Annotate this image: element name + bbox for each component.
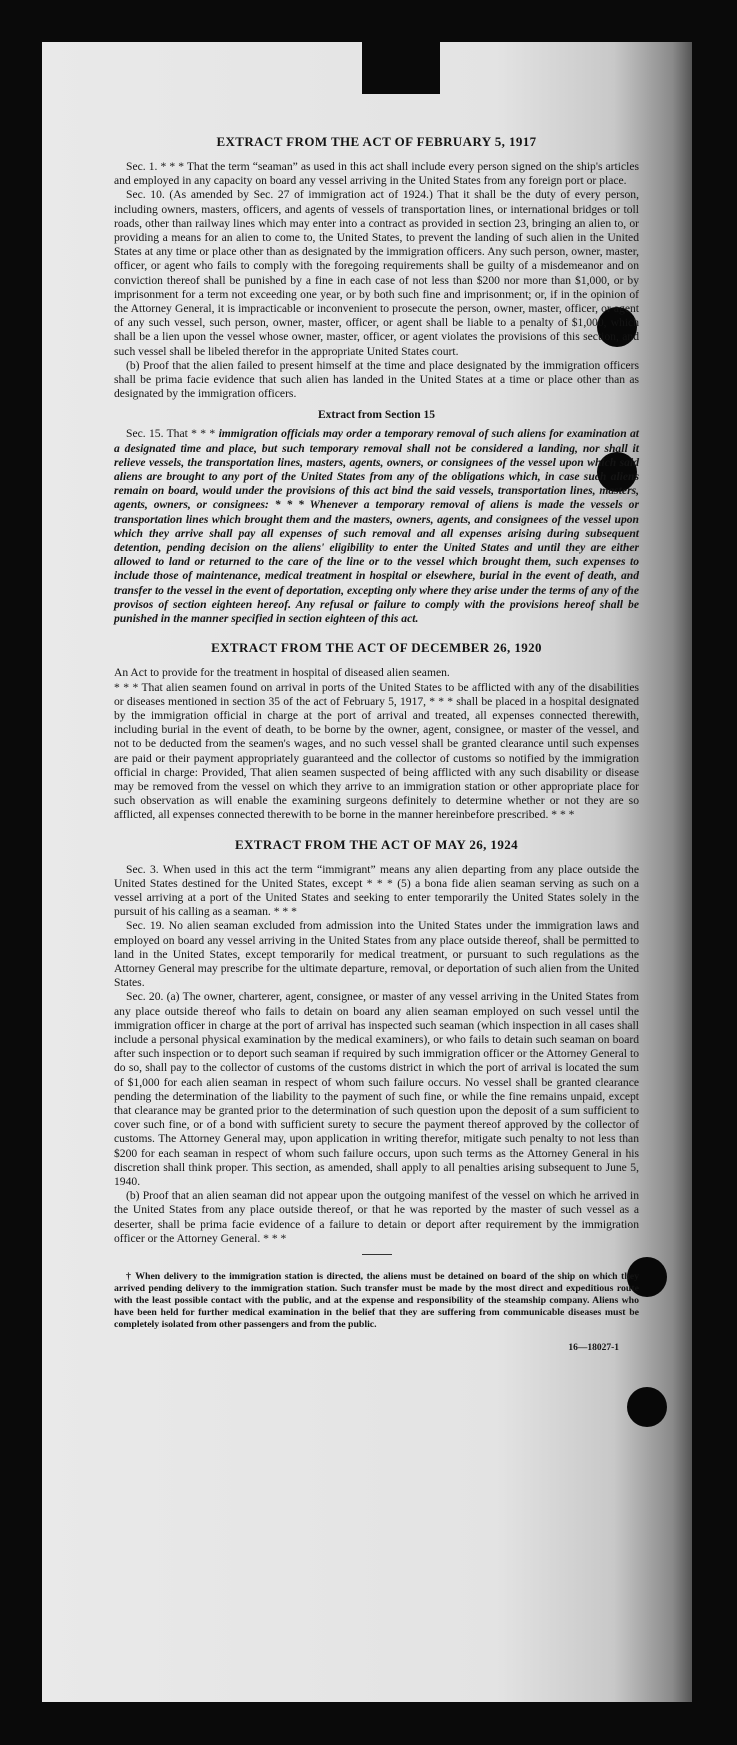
section-3-text: Sec. 3. When used in this act the term “immigrant” means any alien departing from any place outside the United States destined for the United States, except * * * (5) a bona fide alien seaman serving as such on a vessel arriving at a port of the United States and seeking to enter temporarily the United States solely in the pursuit of his calling as a seaman. * * * — [114, 862, 639, 919]
document-number: 16—18027-1 — [568, 1343, 619, 1354]
heading-act-1924: EXTRACT FROM THE ACT OF MAY 26, 1924 — [234, 836, 519, 852]
document-body — [114, 126, 639, 1353]
section-10-text: Sec. 10. (As amended by Sec. 27 of immigration act of 1924.) That it shall be the duty of every person, including owners, masters, officers, and agents of vessels of transportation lines, or international bridges or toll roads, other than railway lines which may enter into a contract as provided in section 23, bringing an alien to, or providing a means for an alien to come to, the United States, to prevent the landing of such alien in the United States at any time or place other than as designated by the immigration officers. Any such person, owner, master, officer, or agent who fails to comply with the foregoing requirements shall be guilty of a misdemeanor and on conviction thereof shall be punished by a fine in each case of not less than $200 nor more than $1,000, or by imprisonment for a term not exceeding one year, or by both such fine and imprisonment; or, if in the opinion of the Attorney General, it is impracticable or inconvenient to prosecute the person, owner, master, officer, or agent of any such vessel, such person, owner, master, officer, or agent shall be liable to a penalty of $1,000, which shall be a lien upon the vessel whose owner, master, officer, or agent violates the provisions of this section, and such vessel shall be libeled therefor in the appropriate United States court. — [114, 188, 639, 358]
subheading-section-15: Extract from Section 15 — [318, 409, 435, 422]
page-tear — [362, 42, 440, 94]
section-19-text: Sec. 19. No alien seaman excluded from admission into the United States under the immigration laws and employed on board any vessel arriving in the United States from any place outside thereof, shall be permitted to land in the United States, except temporarily for medical treatment, or pursuant to such regulations as the Attorney General may prescribe for the ultimate departure, removal, or deportation of such alien from the United States. — [114, 919, 639, 990]
footnote — [114, 1271, 639, 1331]
section-1-text: Sec. 1. * * * That the term “seaman” as used in this act shall include every person signed on the ship's articles and employed in any capacity on board any vessel arriving in the United States from any foreign port or place. — [114, 160, 639, 188]
section-15-body: immigration officials may order a temporary removal of such aliens for examination at a designated time and place, but such temporary removal shall not be considered a landing, nor shall it relieve vessels, the transportation lines, masters, agents, owners, or consignees of the vessel upon which said aliens are brought to any port of the United States from any of the obligations which, in case such aliens remain on board, would under the provisions of this act bind the said vessels, transportation lines, masters, agents, owners, or consignees: * * * Whenever a temporary removal of aliens is made the vessels or transportation lines which brought them and the masters, owners, agents, and consignees of the vessel upon which they arrive shall pay all expenses of such removal and all expenses arising during subsequent detention, pending decision on the aliens' eligibility to enter the United States and until they are either allowed to land or returned to the care of the line or to the vessel which brought them, such expenses to include those of maintenance, medical treatment in hospital or elsewhere, burial in the event of death, and transfer to the vessel in the event of deportation, excepting only where they arise under the terms of any of the provisos of section eighteen hereof. Any refusal or failure to comply with the provisions hereof shall be punished in the manner specified in section eighteen of this act. — [114, 427, 639, 626]
footnote-text: † When delivery to the immigration station is directed, the aliens must be detained on board of the ship on which they arrived pending delivery to the immigration station. Such transfer must be made by the most direct and expeditious route with the least possible contact with the public, and at the expense and responsibility of the steamship company. Aliens who have been held for further medical examination in the belief that they are suffering from communicable diseases must be completely isolated from other passengers and from the public. — [114, 1271, 639, 1331]
heading-act-1920: EXTRACT FROM THE ACT OF DECEMBER 26, 1920 — [211, 640, 542, 656]
act-1920-title: An Act to provide for the treatment in hospital of diseased alien seamen. — [114, 666, 450, 680]
punch-hole — [627, 1387, 667, 1427]
section-15-lead: Sec. 15. That * * * — [126, 427, 216, 441]
section-15-text — [114, 427, 639, 626]
act-1920-text: * * * That alien seamen found on arrival in ports of the United States to be afflicted with any of the disabilities or diseases mentioned in section 35 of the act of February 5, 1917, * * * shall be placed in a hospital designated by the immigration official in charge at the port of arrival and treated, all expenses connected therewith, including burial in the event of death, to be borne by the owner, agent, consignee, or master of the vessel, and not to be deducted from the seamen's wages, and no such vessel shall be granted clearance until such expenses are paid or their payment appropriately guaranteed and the collector of customs so notified by the immigration official in charge: Provided, That alien seamen suspected of being afflicted with any such disability or disease may be removed from the vessel on which they arrive to an immigration station or other appropriate place for such observation as will enable the examining surgeons definitely to determine whether or not they are so afflicted, all expenses connected therewith to be borne in the manner hereinbefore prescribed. * * * — [114, 680, 639, 822]
section-10b-text: (b) Proof that the alien failed to present himself at the time and place designated by the immigration officers shall be prima facie evidence that such alien has landed in the United States at a time or place other than as designated by the immigration officers. — [114, 358, 639, 401]
section-20b-text: (b) Proof that an alien seaman did not appear upon the outgoing manifest of the vessel on which he arrived in the United States from any place outside thereof, or that he was reported by the master of such vessel as a deserter, shall be prima facie evidence of a failure to detain or deport after requirement by the immigration officer or the Attorney General. * * * — [114, 1189, 639, 1245]
section-20-text: Sec. 20. (a) The owner, charterer, agent, consignee, or master of any vessel arriving in the United States from any place outside thereof who fails to detain on board any alien seaman employed on such vessel until the immigration officer in charge at the port of arrival has inspected such seaman (which inspection in all cases shall include a personal physical examination by the medical examiners), or who fails to detain such seaman on board after such inspection or to deport such seaman if required by such immigration officer or the Attorney General to do so, shall pay to the collector of customs of the customs district in which the port of arrival is located the sum of $1,000 for each alien seaman in respect of whom such failure occurs. No vessel shall be granted clearance pending the determination of the liability to the payment of such fine, or while the fine remains unpaid, except that clearance may be granted prior to the determination of such question upon the deposit of a sum sufficient to cover such fine, or of a bond with sufficient surety to secure the payment thereof approved by the collector of customs. The Attorney General may, upon application in writing therefor, mitigate such penalty to not less than $200 for each seaman in respect of whom such failure occurs, upon such terms as the Attorney General in his discretion shall think proper. This section, as amended, shall apply to all penalties arising subsequent to June 5, 1940. — [114, 990, 639, 1188]
footnote-divider — [362, 1254, 392, 1255]
document-page — [42, 42, 692, 1702]
heading-act-1917: EXTRACT FROM THE ACT OF FEBRUARY 5, 1917 — [216, 134, 537, 149]
